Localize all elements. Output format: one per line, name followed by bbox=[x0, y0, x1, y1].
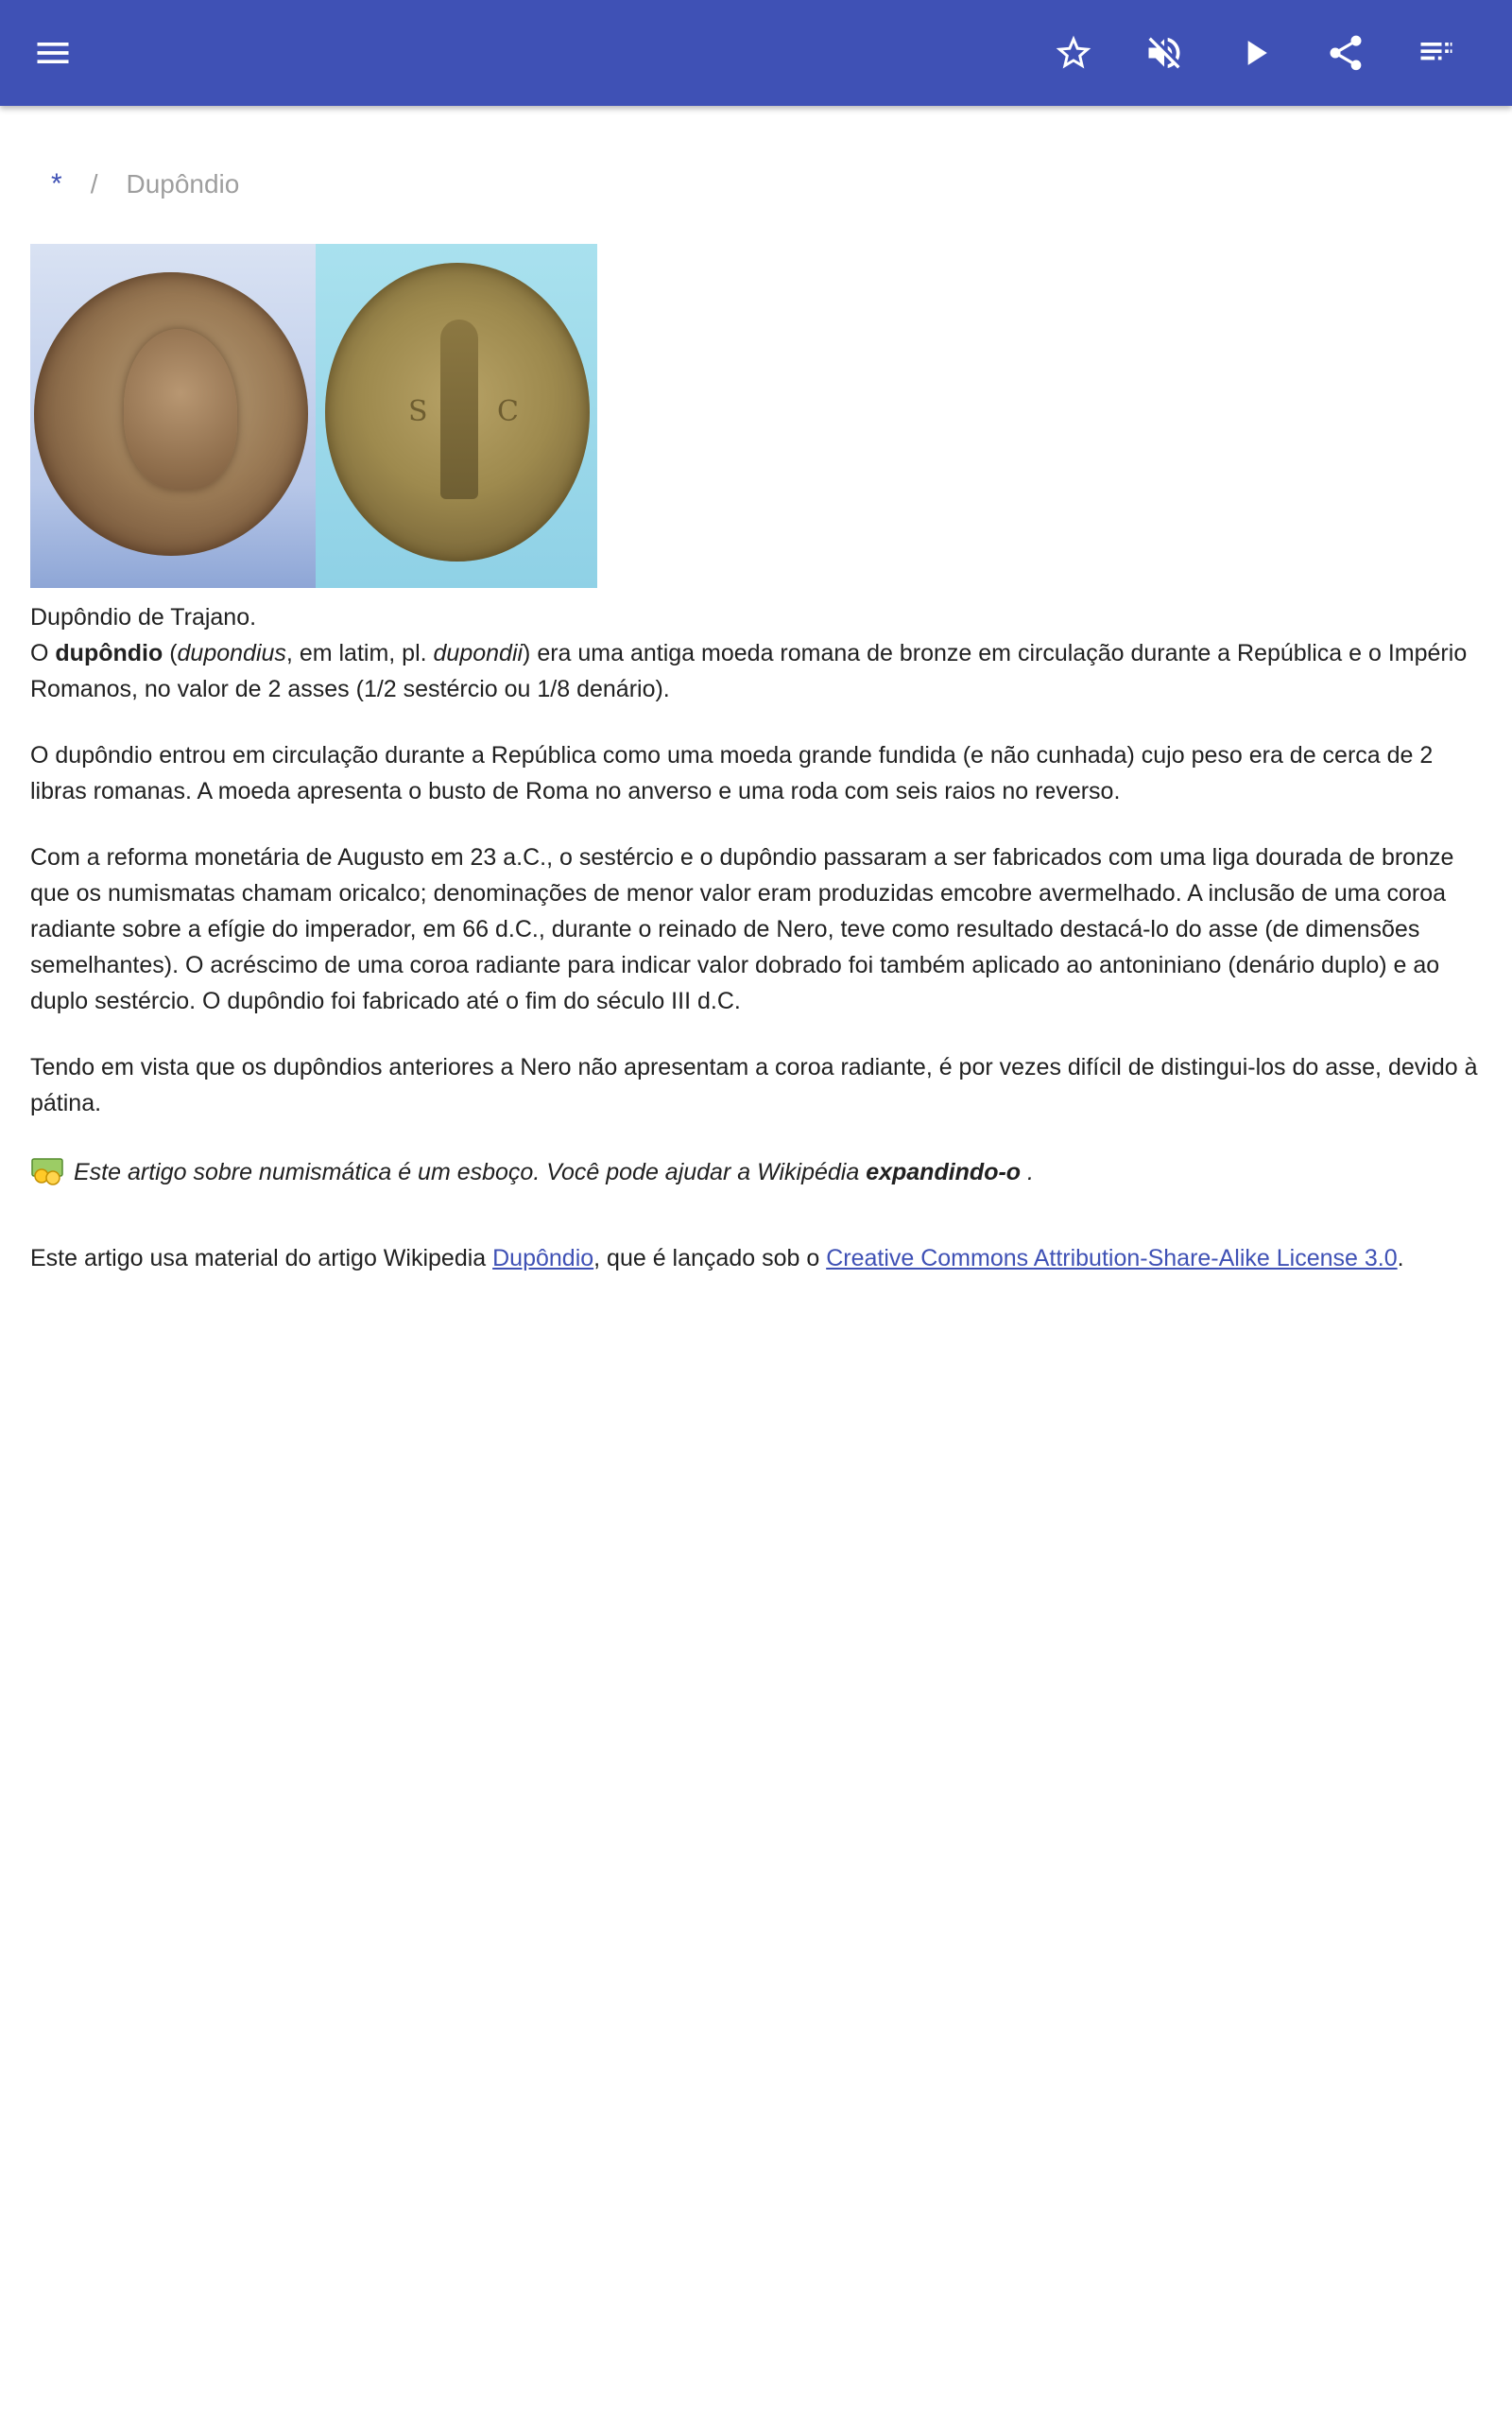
coins-stub-icon bbox=[30, 1157, 66, 1185]
play-icon[interactable] bbox=[1228, 26, 1281, 79]
article-source-link[interactable]: Dupôndio bbox=[492, 1245, 594, 1271]
coin-reverse: S C bbox=[325, 263, 590, 562]
article-paragraph-4: Tendo em vista que os dupôndios anteriores a Nero não apresentam a coroa radiante, é por vezes difícil de distingui-los do asse, devido à pátina. bbox=[30, 1054, 1478, 1116]
breadcrumb bbox=[51, 168, 239, 200]
article-paragraph-1: O dupôndio (dupondius, em latim, pl. dupondii) era uma antiga moeda romana de bronze em circulação durante a República e o Império Romanos, no valor de 2 asses (1/2 sestércio ou 1/8 denário). bbox=[30, 640, 1468, 702]
article-paragraph-2: O dupôndio entrou em circulação durante a República como uma moeda grande fundida (e não cunhada) cujo peso era de cerca de 2 libras romanas. A moeda apresenta o busto de Roma no anverso e uma roda com seis raios no reverso. bbox=[30, 742, 1434, 804]
menu-icon[interactable] bbox=[26, 26, 79, 79]
image-caption: Dupôndio de Trajano. bbox=[30, 604, 257, 631]
playlist-icon[interactable] bbox=[1410, 26, 1463, 79]
breadcrumb-separator: / bbox=[90, 169, 98, 199]
breadcrumb-home-link[interactable]: * bbox=[51, 168, 62, 199]
dupondio-coin-image[interactable] bbox=[30, 244, 597, 588]
license-footer: Este artigo usa material do artigo Wikipedia Dupôndio, que é lançado sob o Creative Commons Attribution-Share-Alike License 3.0. bbox=[30, 1245, 1404, 1271]
share-icon[interactable] bbox=[1319, 26, 1372, 79]
app-toolbar bbox=[0, 0, 1512, 106]
coin-obverse bbox=[34, 272, 308, 556]
star-outline-icon[interactable] bbox=[1047, 26, 1100, 79]
volume-off-icon[interactable] bbox=[1138, 26, 1191, 79]
stub-notice: Este artigo sobre numismática é um esboço. Você pode ajudar a Wikipédia expandindo-o . bbox=[30, 1157, 1034, 1186]
article-paragraph-3: Com a reforma monetária de Augusto em 23 a.C., o sestércio e o dupôndio passaram a ser fabricados com uma liga dourada de bronze que os numismatas chamam oricalco; denominações de menor valor eram produzidas emcobre avermelhado. A inclusão de uma coroa radiante sobre a efígie do imperador, em 66 d.C., durante o reinado de Nero, teve como resultado destacá-lo do asse (de dimensões semelhantes). O acréscimo de uma coroa radiante para indicar valor dobrado foi também aplicado ao antoniniano (denário duplo) e ao duplo sestércio. O dupôndio foi fabricado até o fim do século III d.C. bbox=[30, 844, 1454, 1014]
license-link[interactable]: Creative Commons Attribution-Share-Alike License 3.0 bbox=[826, 1245, 1398, 1271]
breadcrumb-current: Dupôndio bbox=[126, 169, 240, 199]
